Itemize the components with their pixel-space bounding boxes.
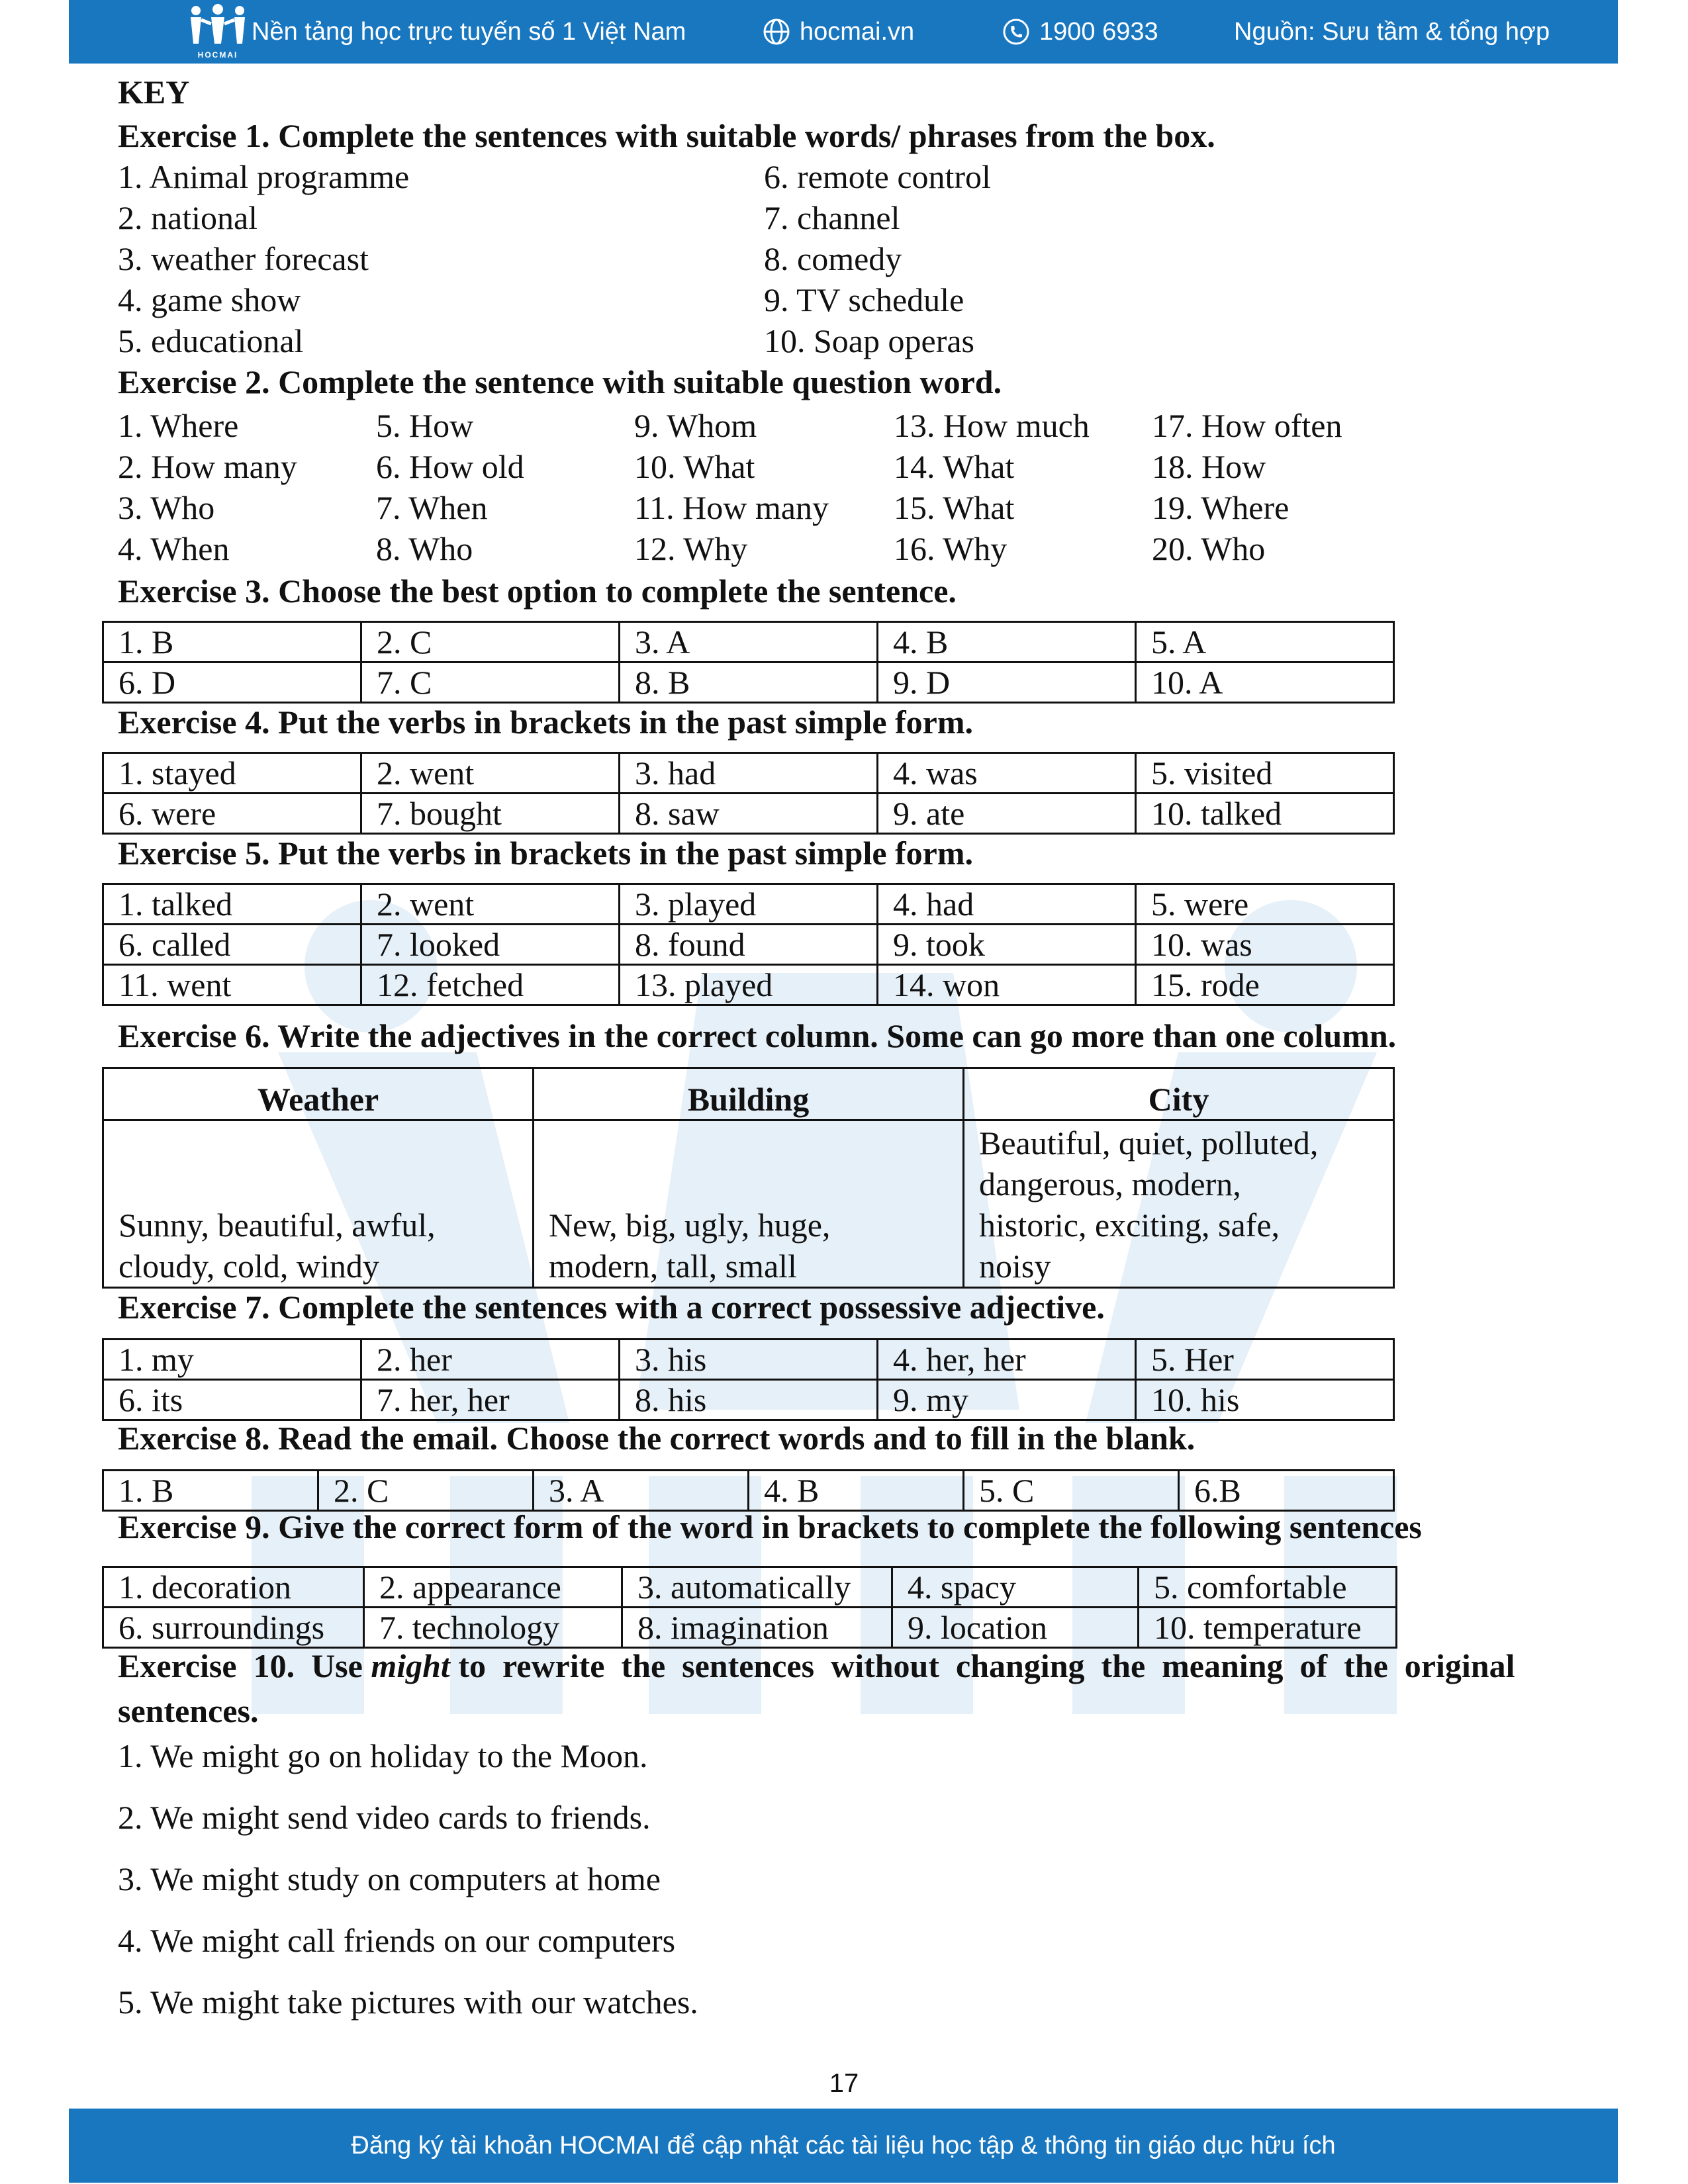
list-item: 19. Where bbox=[1152, 489, 1289, 526]
exercise-10-title-line2: sentences. bbox=[118, 1692, 259, 1729]
key-title: KEY bbox=[118, 73, 190, 111]
table-row bbox=[103, 1340, 1394, 1380]
exercise-4-table bbox=[102, 752, 1395, 835]
list-item: 1. We might go on holiday to the Moon. bbox=[118, 1737, 648, 1774]
answer-cell: 6. D bbox=[103, 662, 361, 703]
answer-cell: 6. its bbox=[103, 1380, 361, 1420]
exercise-7-title: Exercise 7. Complete the sentences with a correct possessive adjective. bbox=[118, 1289, 1105, 1326]
list-item: 17. How often bbox=[1152, 407, 1342, 444]
answer-cell: 4. was bbox=[878, 753, 1136, 794]
list-item: 9. TV schedule bbox=[764, 281, 964, 318]
exercise-5-table bbox=[102, 883, 1395, 1006]
answer-cell: 5. C bbox=[964, 1471, 1179, 1511]
answer-cell: 8. his bbox=[620, 1380, 878, 1420]
footer-bar bbox=[69, 2109, 1618, 2183]
answer-cell: 15. rode bbox=[1136, 965, 1394, 1005]
answer-cell: 4. her, her bbox=[878, 1340, 1136, 1380]
list-item: 9. Whom bbox=[634, 407, 757, 444]
list-item: 10. Soap operas bbox=[764, 322, 974, 359]
list-item: 2. national bbox=[118, 199, 258, 236]
answer-cell: 8. found bbox=[620, 925, 878, 965]
exercise-7-table bbox=[102, 1338, 1395, 1421]
list-item: 20. Who bbox=[1152, 530, 1266, 567]
cell-line: Beautiful, quiet, polluted, bbox=[979, 1124, 1319, 1161]
list-item: 11. How many bbox=[634, 489, 829, 526]
hotline[interactable]: 1900 6933 bbox=[1002, 0, 1158, 64]
column-header-building: Building bbox=[534, 1068, 964, 1120]
list-item: 4. When bbox=[118, 530, 230, 567]
list-item: 1. Animal programme bbox=[118, 158, 410, 195]
cell-line: noisy bbox=[979, 1248, 1051, 1285]
exercise-9-title: Exercise 9. Give the correct form of the word in brackets to complete the following sentences bbox=[118, 1508, 1422, 1545]
answer-cell: 5. comfortable bbox=[1139, 1567, 1397, 1608]
answer-cell: 1. stayed bbox=[103, 753, 361, 794]
answer-cell: 10. was bbox=[1136, 925, 1394, 965]
answer-cell: 8. B bbox=[620, 662, 878, 703]
slogan: Nền tảng học trực tuyến số 1 Việt Nam bbox=[252, 17, 686, 46]
column-header-weather: Weather bbox=[103, 1068, 534, 1120]
website-link[interactable]: hocmai.vn bbox=[763, 0, 914, 64]
exercise-4-title: Exercise 4. Put the verbs in brackets in the past simple form. bbox=[118, 704, 974, 741]
table-row bbox=[103, 925, 1394, 965]
table-row bbox=[103, 662, 1394, 703]
answer-cell: 11. went bbox=[103, 965, 361, 1005]
cell-line: New, big, ugly, huge, bbox=[549, 1206, 831, 1244]
cell-line: modern, tall, small bbox=[549, 1248, 797, 1285]
answer-cell: 14. won bbox=[878, 965, 1136, 1005]
city-adjectives bbox=[964, 1120, 1394, 1288]
answer-cell: 2. went bbox=[361, 753, 620, 794]
cell-line: dangerous, modern, bbox=[979, 1165, 1241, 1203]
table-row bbox=[103, 753, 1394, 794]
list-item: 12. Why bbox=[634, 530, 748, 567]
answer-cell: 7. technology bbox=[364, 1608, 622, 1648]
answer-cell: 9. my bbox=[878, 1380, 1136, 1420]
answer-cell: 9. ate bbox=[878, 794, 1136, 834]
exercise-8-title: Exercise 8. Read the email. Choose the correct words and to fill in the blank. bbox=[118, 1420, 1196, 1457]
list-item: 6. How old bbox=[376, 448, 524, 485]
answer-cell: 8. saw bbox=[620, 794, 878, 834]
answer-cell: 6. called bbox=[103, 925, 361, 965]
answer-cell: 10. A bbox=[1136, 662, 1394, 703]
list-item: 15. What bbox=[894, 489, 1015, 526]
answer-cell: 4. B bbox=[749, 1471, 964, 1511]
answer-cell: 6. surroundings bbox=[103, 1608, 364, 1648]
answer-cell: 2. appearance bbox=[364, 1567, 622, 1608]
answer-cell: 13. played bbox=[620, 965, 878, 1005]
table-header-row bbox=[103, 1068, 1394, 1120]
list-item: 2. We might send video cards to friends. bbox=[118, 1799, 651, 1836]
answer-cell: 3. A bbox=[534, 1471, 749, 1511]
page-number: 17 bbox=[829, 2069, 859, 2098]
answer-cell: 5. Her bbox=[1136, 1340, 1394, 1380]
list-item: 14. What bbox=[894, 448, 1015, 485]
exercise-3-title: Exercise 3. Choose the best option to complete the sentence. bbox=[118, 572, 957, 610]
answer-cell: 10. talked bbox=[1136, 794, 1394, 834]
list-item: 8. Who bbox=[376, 530, 473, 567]
cell-line: historic, exciting, safe, bbox=[979, 1206, 1280, 1244]
answer-cell: 2. C bbox=[361, 622, 620, 662]
table-row bbox=[103, 884, 1394, 925]
exercise-5-title: Exercise 5. Put the verbs in brackets in the past simple form. bbox=[118, 835, 974, 872]
source-note: Nguồn: Sưu tầm & tổng hợp bbox=[1234, 17, 1550, 46]
table-row bbox=[103, 1471, 1394, 1511]
table-row bbox=[103, 1380, 1394, 1420]
answer-cell: 1. B bbox=[103, 622, 361, 662]
answer-cell: 1. talked bbox=[103, 884, 361, 925]
answer-cell: 3. played bbox=[620, 884, 878, 925]
list-item: 2. How many bbox=[118, 448, 297, 485]
exercise-2-title: Exercise 2. Complete the sentence with suitable question word. bbox=[118, 363, 1002, 400]
exercise-3-table bbox=[102, 621, 1395, 704]
table-row bbox=[103, 622, 1394, 662]
answer-cell: 8. imagination bbox=[622, 1608, 892, 1648]
exercise-10-title-part: Exercise 10. Use bbox=[118, 1647, 371, 1684]
answer-cell: 7. bought bbox=[361, 794, 620, 834]
table-row bbox=[103, 1608, 1397, 1648]
answer-cell: 1. decoration bbox=[103, 1567, 364, 1608]
table-row bbox=[103, 1567, 1397, 1608]
globe-icon bbox=[763, 18, 790, 46]
exercise-10-title-part: to rewrite the sentences without changing the meaning of the original bbox=[449, 1647, 1515, 1684]
answer-cell: 10. his bbox=[1136, 1380, 1394, 1420]
list-item: 4. game show bbox=[118, 281, 301, 318]
answer-cell: 1. B bbox=[103, 1471, 318, 1511]
answer-cell: 5. A bbox=[1136, 622, 1394, 662]
list-item: 16. Why bbox=[894, 530, 1008, 567]
answer-cell: 4. B bbox=[878, 622, 1136, 662]
logo-text: HOCMAI bbox=[197, 50, 238, 60]
logo-figures-icon bbox=[181, 4, 254, 46]
exercise-10-title bbox=[118, 1645, 1515, 1686]
list-item: 5. We might take pictures with our watches. bbox=[118, 1983, 698, 2021]
hocmai-logo bbox=[181, 4, 254, 60]
list-item: 1. Where bbox=[118, 407, 239, 444]
answer-cell: 3. had bbox=[620, 753, 878, 794]
answer-cell: 7. looked bbox=[361, 925, 620, 965]
answer-cell: 9. took bbox=[878, 925, 1136, 965]
answer-cell: 7. C bbox=[361, 662, 620, 703]
answer-cell: 2. C bbox=[318, 1471, 534, 1511]
answer-cell: 6. were bbox=[103, 794, 361, 834]
answer-cell: 5. were bbox=[1136, 884, 1394, 925]
table-row bbox=[103, 965, 1394, 1005]
list-item: 3. weather forecast bbox=[118, 240, 369, 277]
answer-cell: 5. visited bbox=[1136, 753, 1394, 794]
answer-cell: 10. temperature bbox=[1139, 1608, 1397, 1648]
building-adjectives bbox=[534, 1120, 964, 1288]
header-bar bbox=[69, 0, 1618, 64]
answer-cell: 9. location bbox=[892, 1608, 1139, 1648]
exercise-6-table bbox=[102, 1067, 1395, 1289]
answer-cell: 6.B bbox=[1179, 1471, 1394, 1511]
answer-cell: 3. his bbox=[620, 1340, 878, 1380]
list-item: 5. educational bbox=[118, 322, 304, 359]
list-item: 7. When bbox=[376, 489, 488, 526]
cell-line: cloudy, cold, windy bbox=[118, 1248, 379, 1285]
answer-cell: 3. A bbox=[620, 622, 878, 662]
emphasis-might: might bbox=[371, 1647, 450, 1684]
list-item: 4. We might call friends on our computers bbox=[118, 1922, 676, 1959]
answer-cell: 9. D bbox=[878, 662, 1136, 703]
list-item: 3. We might study on computers at home bbox=[118, 1860, 661, 1897]
exercise-6-title: Exercise 6. Write the adjectives in the correct column. Some can go more than one column. bbox=[118, 1017, 1397, 1054]
list-item: 3. Who bbox=[118, 489, 215, 526]
column-header-city: City bbox=[964, 1068, 1394, 1120]
answer-cell: 4. had bbox=[878, 884, 1136, 925]
answer-cell: 4. spacy bbox=[892, 1567, 1139, 1608]
exercise-8-table bbox=[102, 1469, 1395, 1512]
list-item: 7. channel bbox=[764, 199, 900, 236]
answer-cell: 7. her, her bbox=[361, 1380, 620, 1420]
answer-cell: 2. her bbox=[361, 1340, 620, 1380]
answer-cell: 12. fetched bbox=[361, 965, 620, 1005]
list-item: 18. How bbox=[1152, 448, 1266, 485]
list-item: 6. remote control bbox=[764, 158, 991, 195]
weather-adjectives bbox=[103, 1120, 534, 1288]
exercise-9-table bbox=[102, 1566, 1397, 1649]
list-item: 8. comedy bbox=[764, 240, 902, 277]
answer-cell: 1. my bbox=[103, 1340, 361, 1380]
footer-text[interactable]: Đăng ký tài khoản HOCMAI để cập nhật các tài liệu học tập & thông tin giáo dục hữu ích bbox=[351, 2131, 1336, 2160]
exercise-1-title: Exercise 1. Complete the sentences with suitable words/ phrases from the box. bbox=[118, 117, 1215, 154]
table-row bbox=[103, 794, 1394, 834]
cell-line: Sunny, beautiful, awful, bbox=[118, 1206, 436, 1244]
phone-icon bbox=[1002, 18, 1030, 46]
list-item: 5. How bbox=[376, 407, 474, 444]
table-row bbox=[103, 1120, 1394, 1288]
answer-cell: 2. went bbox=[361, 884, 620, 925]
list-item: 13. How much bbox=[894, 407, 1090, 444]
answer-cell: 3. automatically bbox=[622, 1567, 892, 1608]
list-item: 10. What bbox=[634, 448, 755, 485]
